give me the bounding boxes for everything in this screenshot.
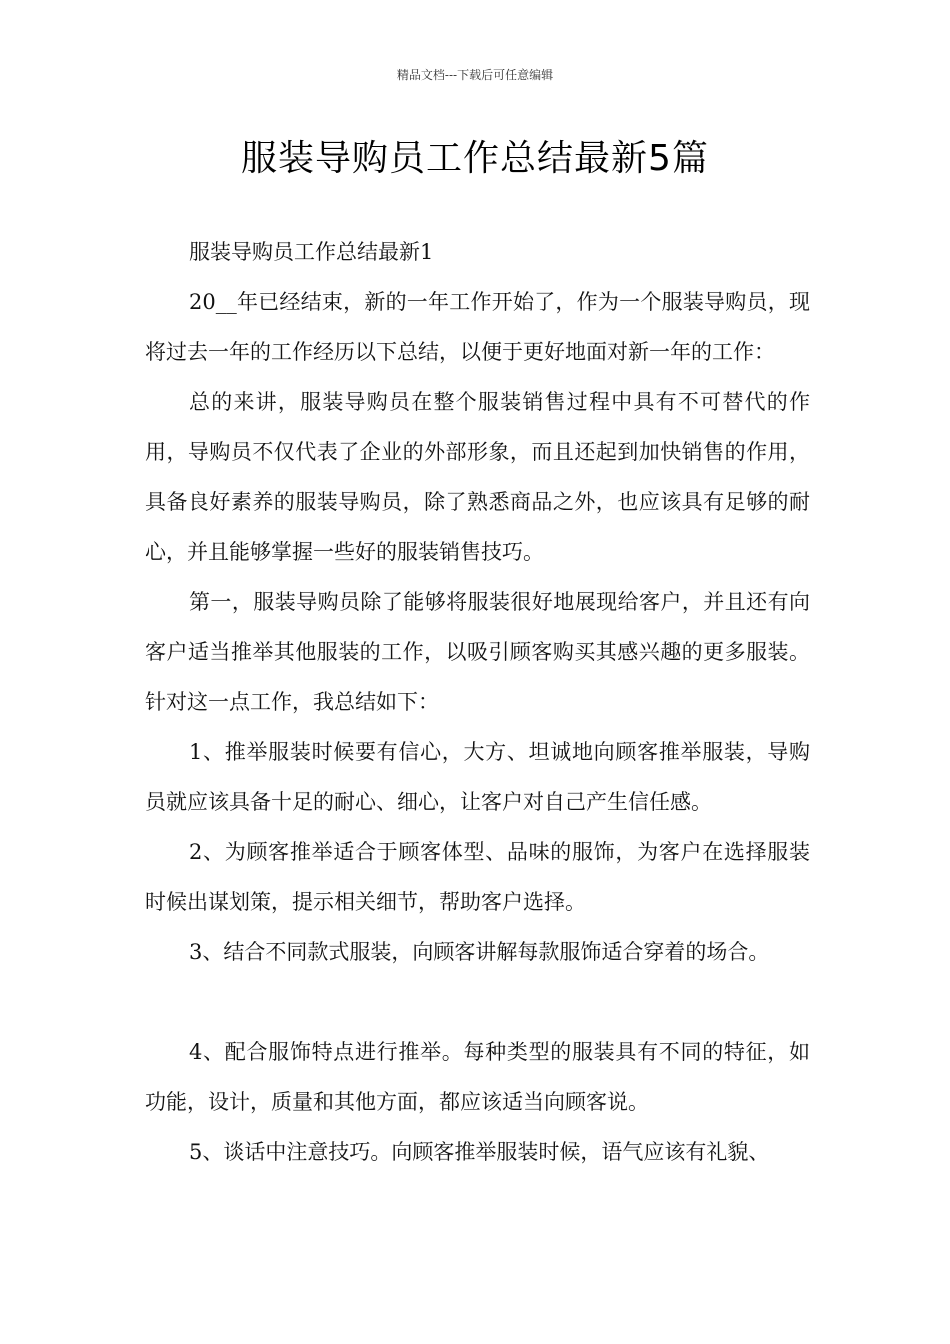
header-note: 精品文档---下载后可任意编辑: [396, 68, 554, 82]
document-title: 服装导购员工作总结最新5篇: [241, 138, 709, 179]
list-item-3: 3、结合不同款式服装，向顾客讲解每款服饰适合穿着的场合。: [189, 940, 770, 964]
list-item-5: 5、谈话中注意技巧。向顾客推举服装时候，语气应该有礼貌、: [189, 1140, 770, 1164]
blank-line: [145, 977, 810, 1027]
section-heading: 服装导购员工作总结最新1: [189, 240, 434, 264]
paragraph-overview: 总的来讲，服装导购员在整个服装销售过程中具有不可替代的作用，导购员不仅代表了企业的外部形象，而且还起到加快销售的作用，具备良好素养的服装导购员，除了熟悉商品之外，也应该具有足够的耐心，并且能够掌握一些好的服装销售技巧。: [145, 390, 810, 564]
paragraph-intro: 20__年已经结束，新的一年工作开始了，作为一个服装导购员，现将过去一年的工作经历以下总结，以便于更好地面对新一年的工作：: [145, 290, 810, 364]
list-item-2: 2、为顾客推举适合于顾客体型、品味的服饰，为客户在选择服装时候出谋划策，提示相关细节，帮助客户选择。: [145, 840, 810, 914]
document-body: [145, 227, 810, 1177]
list-item-1: 1、推举服装时候要有信心，大方、坦诚地向顾客推举服装，导购员就应该具备十足的耐心、细心，让客户对自己产生信任感。: [145, 740, 810, 814]
paragraph-first-point: 第一，服装导购员除了能够将服装很好地展现给客户，并且还有向客户适当推举其他服装的工作，以吸引顾客购买其感兴趣的更多服装。针对这一点工作，我总结如下：: [145, 590, 810, 714]
list-item-4: 4、配合服饰特点进行推举。每种类型的服装具有不同的特征，如功能，设计，质量和其他方面，都应该适当向顾客说。: [145, 1040, 810, 1114]
